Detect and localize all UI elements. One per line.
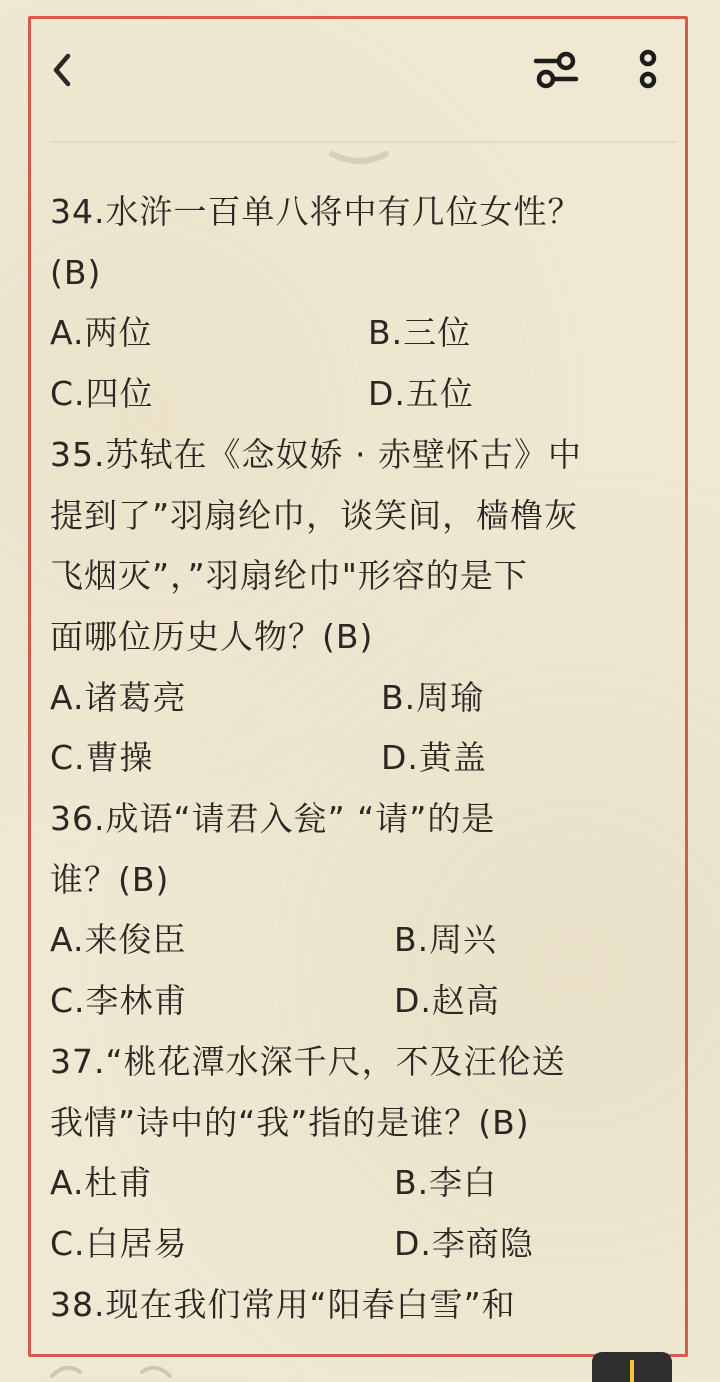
question-text: 谁？(B) xyxy=(50,859,170,899)
question-text: 35.苏轼在《念奴娇 · 赤壁怀古》中 xyxy=(50,434,582,474)
pull-down-indicator-icon[interactable] xyxy=(328,150,390,168)
question-34 xyxy=(50,182,670,425)
question-text: 36.成语“请君入瓮” “请”的是 xyxy=(50,799,496,839)
highlight-marker-icon xyxy=(630,1360,634,1382)
question-text: 提到了”羽扇纶巾，谈笑间，樯橹灰 xyxy=(50,495,579,535)
option-b: B.李白 xyxy=(394,1163,498,1203)
option-c: C.四位 xyxy=(50,374,154,414)
option-row xyxy=(50,1153,670,1214)
option-d: D.赵高 xyxy=(394,981,500,1021)
option-a: A.诸葛亮 xyxy=(50,677,187,717)
option-row xyxy=(50,668,670,729)
top-toolbar xyxy=(0,0,720,140)
option-d: D.黄盖 xyxy=(381,738,487,778)
option-b: B.周兴 xyxy=(394,920,498,960)
more-options-button[interactable] xyxy=(630,46,666,94)
question-text: 38.现在我们常用“阳春白雪”和 xyxy=(50,1284,516,1324)
back-button[interactable] xyxy=(44,48,84,92)
option-a: A.两位 xyxy=(50,313,153,353)
question-text: 37.“桃花潭水深千尺，不及汪伦送 xyxy=(50,1041,566,1081)
option-c: C.曹操 xyxy=(50,738,154,778)
option-row xyxy=(50,910,670,971)
question-37 xyxy=(50,1032,670,1275)
option-d: D.李商隐 xyxy=(394,1223,534,1263)
question-38 xyxy=(50,1275,670,1336)
faded-nav-arrows-icon xyxy=(46,1362,186,1378)
option-d: D.五位 xyxy=(368,374,474,414)
option-a: A.杜甫 xyxy=(50,1163,153,1203)
option-row xyxy=(50,728,670,789)
vertical-ellipsis-icon xyxy=(630,46,666,94)
option-c: C.李林甫 xyxy=(50,981,188,1021)
quiz-content xyxy=(50,182,670,1335)
option-row xyxy=(50,364,670,425)
option-b: B.周瑜 xyxy=(381,677,485,717)
option-b: B.三位 xyxy=(368,313,472,353)
option-row xyxy=(50,1214,670,1275)
option-c: C.白居易 xyxy=(50,1223,188,1263)
question-text: 面哪位历史人物？(B) xyxy=(50,616,374,656)
settings-button[interactable] xyxy=(530,46,582,94)
option-row xyxy=(50,971,670,1032)
question-text: 我情”诗中的“我”指的是谁？(B) xyxy=(50,1102,530,1142)
question-35 xyxy=(50,425,670,789)
question-text: 飞烟灭”，”羽扇纶巾"形容的是下 xyxy=(50,556,528,596)
option-a: A.来俊臣 xyxy=(50,920,187,960)
chevron-left-icon xyxy=(44,48,84,92)
question-36 xyxy=(50,789,670,1032)
header-divider xyxy=(50,141,676,143)
sliders-icon xyxy=(530,46,582,94)
option-row xyxy=(50,303,670,364)
question-text: (B) xyxy=(50,252,102,292)
question-text: 34.水浒一百单八将中有几位女性？ xyxy=(50,192,582,231)
